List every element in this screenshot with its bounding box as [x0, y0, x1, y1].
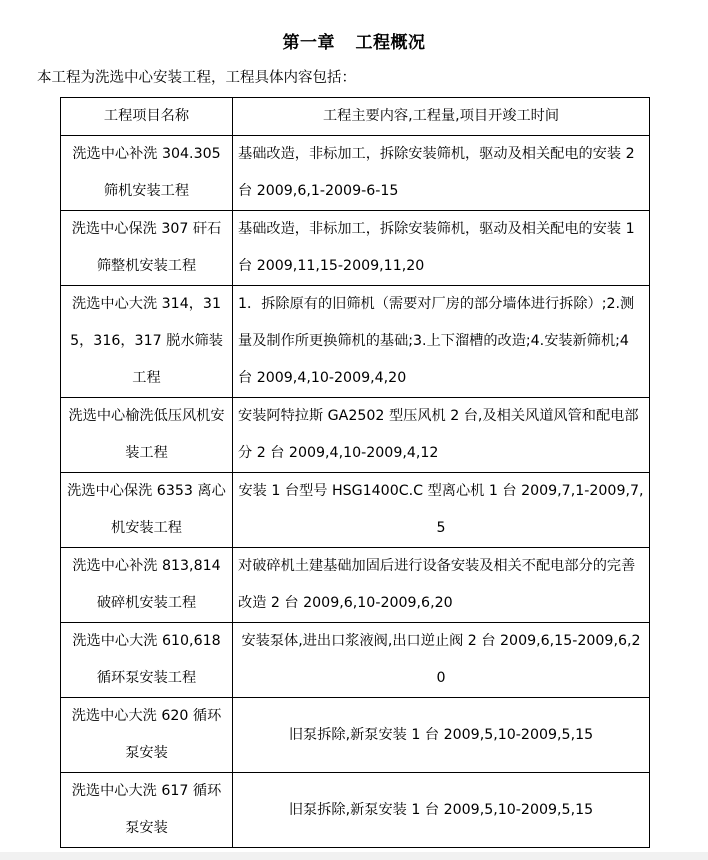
project-content-cell: 旧泵拆除,新泵安装 1 台 2009,5,10-2009,5,15 — [233, 698, 650, 773]
project-name-cell: 洗选中心保洗 307 矸石筛整机安装工程 — [61, 211, 233, 286]
table-row — [61, 136, 650, 211]
table-row — [61, 473, 650, 548]
project-name-cell: 洗选中心补洗 813,814 破碎机安装工程 — [61, 548, 233, 623]
table-row — [61, 773, 650, 848]
project-name-cell: 洗选中心补洗 304.305 筛机安装工程 — [61, 136, 233, 211]
intro-paragraph: 本工程为洗选中心安装工程，工程具体内容包括： — [37, 70, 356, 86]
project-name-cell: 洗选中心大洗 617 循环泵安装 — [61, 773, 233, 848]
project-name-cell: 洗选中心大洗 314，315，316，317 脱水筛装工程 — [61, 286, 233, 398]
project-name-cell: 洗选中心榆洗低压风机安装工程 — [61, 398, 233, 473]
header-project-name: 工程项目名称 — [61, 98, 233, 136]
table-row — [61, 623, 650, 698]
table-header-row — [61, 98, 650, 136]
page-bottom-edge — [0, 852, 708, 860]
project-table — [60, 97, 650, 848]
header-project-content: 工程主要内容,工程量,项目开竣工时间 — [233, 98, 650, 136]
project-content-cell: 基础改造，非标加工，拆除安装筛机，驱动及相关配电的安装 2 台 2009,6,1-2009-6-15 — [233, 136, 650, 211]
project-content-cell: 对破碎机土建基础加固后进行设备安装及相关不配电部分的完善改造 2 台 2009,6,10-2009,6,20 — [233, 548, 650, 623]
project-name-cell: 洗选中心大洗 610,618 循环泵安装工程 — [61, 623, 233, 698]
project-name-cell: 洗选中心保洗 6353 离心机安装工程 — [61, 473, 233, 548]
project-content-cell: 1．拆除原有的旧筛机（需要对厂房的部分墙体进行拆除）;2.测量及制作所更换筛机的基础;3.上下溜槽的改造;4.安装新筛机;4 台 2009,4,10-2009,4,20 — [233, 286, 650, 398]
project-content-cell: 安装泵体,进出口浆液阀,出口逆止阀 2 台 2009,6,15-2009,6,20 — [233, 623, 650, 698]
table-row — [61, 286, 650, 398]
table-row — [61, 698, 650, 773]
project-content-cell: 基础改造，非标加工，拆除安装筛机，驱动及相关配电的安装 1 台 2009,11,15-2009,11,20 — [233, 211, 650, 286]
chapter-title: 第一章 工程概况 — [282, 33, 426, 53]
project-content-cell: 安装 1 台型号 HSG1400C.C 型离心机 1 台 2009,7,1-2009,7,5 — [233, 473, 650, 548]
project-content-cell: 旧泵拆除,新泵安装 1 台 2009,5,10-2009,5,15 — [233, 773, 650, 848]
table-row — [61, 211, 650, 286]
table-row — [61, 398, 650, 473]
project-content-cell: 安装阿特拉斯 GA2502 型压风机 2 台,及相关风道风管和配电部分 2 台 2009,4,10-2009,4,12 — [233, 398, 650, 473]
table-row — [61, 548, 650, 623]
project-name-cell: 洗选中心大洗 620 循环泵安装 — [61, 698, 233, 773]
